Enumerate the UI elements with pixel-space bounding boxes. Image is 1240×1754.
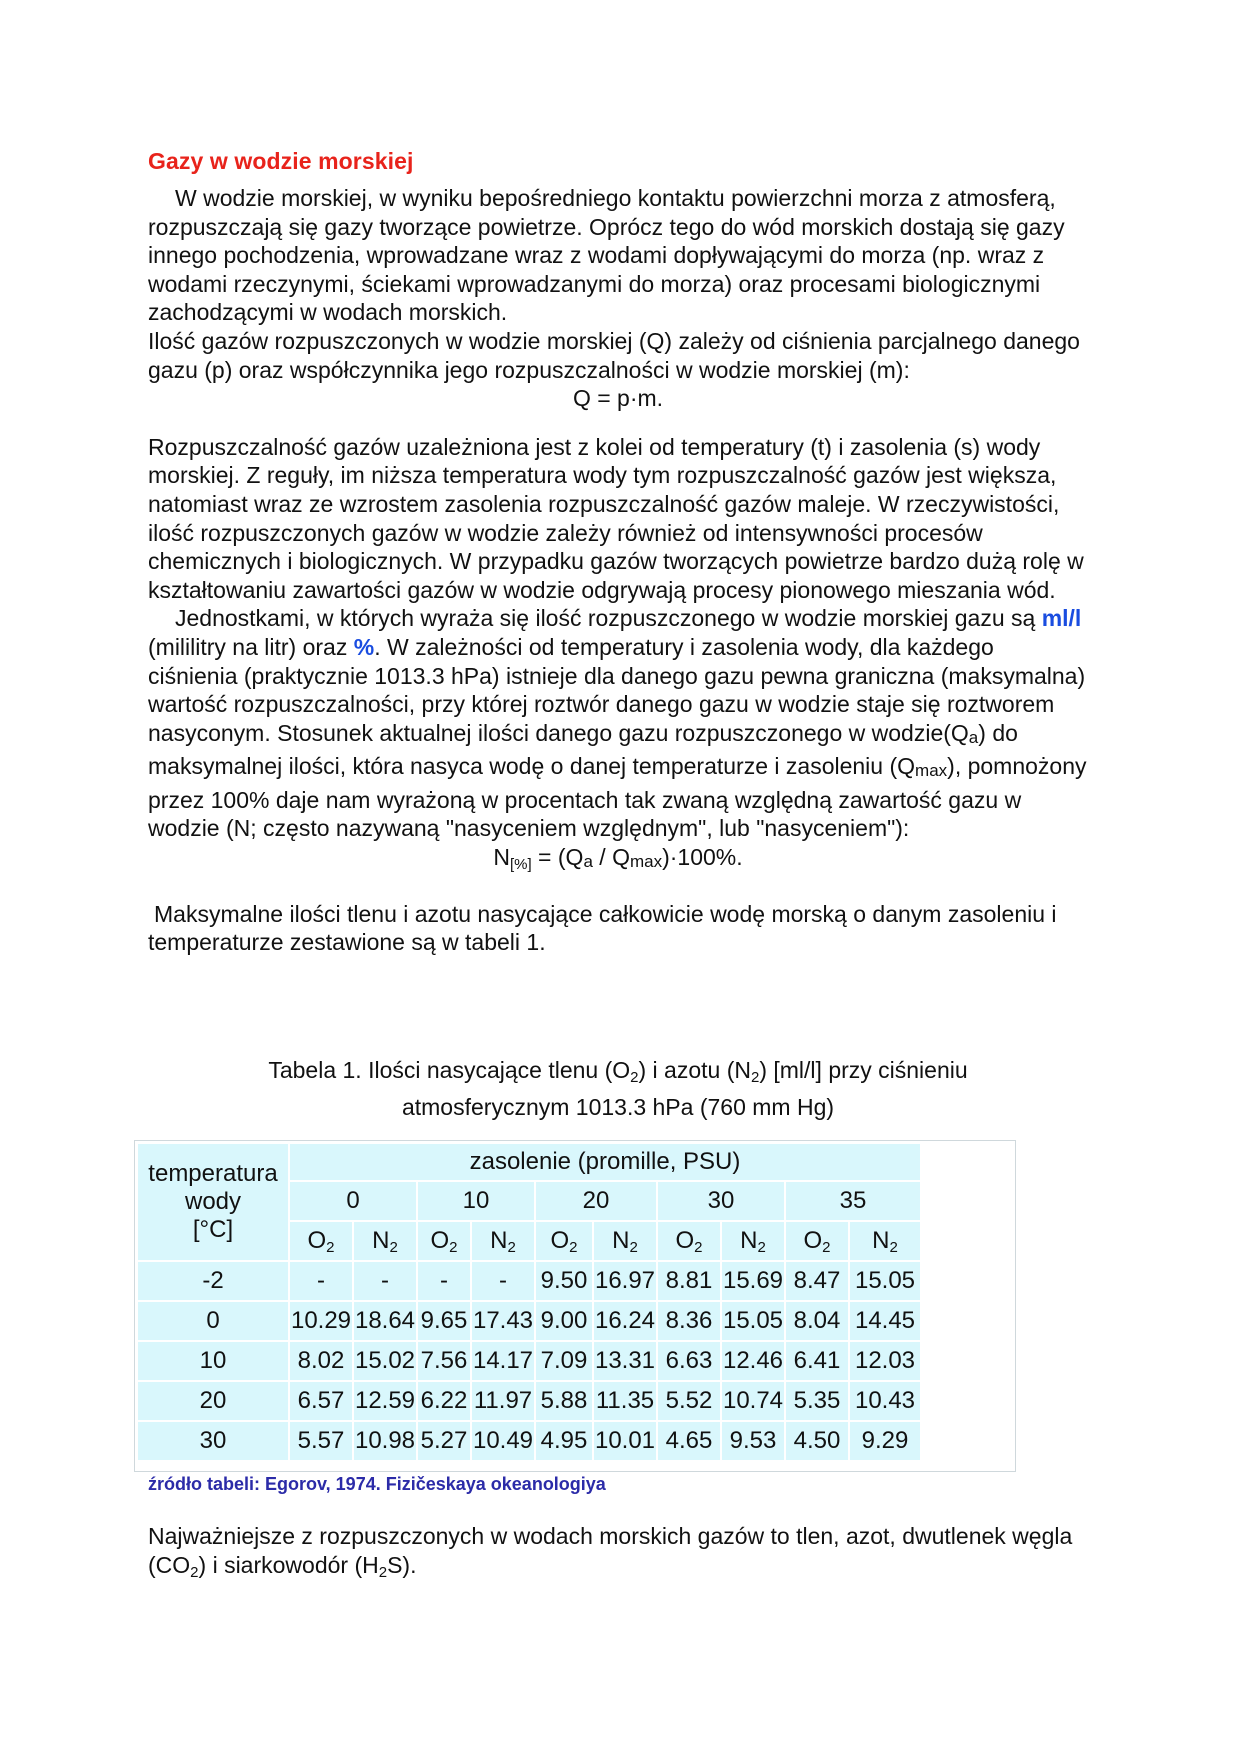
value-cell: 14.17 <box>472 1342 534 1380</box>
value-cell: 12.46 <box>722 1342 784 1380</box>
value-cell: 10.43 <box>850 1382 920 1420</box>
temperature-cell: 20 <box>138 1382 288 1420</box>
value-cell: 11.35 <box>594 1382 656 1420</box>
salinity-4: 35 <box>786 1182 920 1220</box>
value-cell: 15.05 <box>850 1262 920 1300</box>
value-cell: 13.31 <box>594 1342 656 1380</box>
paragraph-units: Jednostkami, w których wyraża się ilość rozpuszczonego w wodzie morskiej gazu są ml/l (mililitry na litr) oraz %. W zależności od temperatury i zasolenia wody, dla każdego ciśnienia (praktycznie 1013.3 hPa) istnieje dla danego gazu pewna graniczna (maksymalna) wartość rozpuszczalności, przy której roztwór danego gazu w wodzie staje się roztworem nasyconym. Stosunek aktualnej ilości danego gazu rozpuszczonego w wodzie(Qa) do maksymalnej ilości, która nasyca wodę o danej temperaturze i zasoleniu (Qmax), pomnożony przez 100% daje nam wyrażoną w procentach tak zwaną względną zawartość gazu w wodzie (N; często nazywaną "nasyceniem względnym", lub "nasyceniem"): <box>148 605 1087 842</box>
value-cell: 10.74 <box>722 1382 784 1420</box>
value-cell: 6.57 <box>290 1382 352 1420</box>
page-title: Gazy w wodzie morskiej <box>148 148 414 174</box>
saturation-table <box>136 1142 922 1462</box>
value-cell: 9.00 <box>536 1302 592 1340</box>
value-cell: 7.09 <box>536 1342 592 1380</box>
value-cell: 10.01 <box>594 1422 656 1460</box>
gas-n2-header: $N_2$ <box>472 1222 534 1260</box>
value-cell: 15.05 <box>722 1302 784 1340</box>
value-cell: 12.03 <box>850 1342 920 1380</box>
value-cell: 10.49 <box>472 1422 534 1460</box>
table-row <box>138 1342 920 1380</box>
gas-o2-header: $O_2$ <box>658 1222 720 1260</box>
table-row <box>138 1422 920 1460</box>
value-cell: 4.95 <box>536 1422 592 1460</box>
salinity-2: 20 <box>536 1182 656 1220</box>
paragraph-solubility: Rozpuszczalność gazów uzależniona jest z kolei od temperatury (t) i zasolenia (s) wody morskiej. Z reguły, im niższa temperatura wody tym rozpuszczalność gazów jest większa, natomiast wraz ze wzrostem zasolenia rozpuszczalność gazów maleje. W rzeczywistości, ilość rozpuszczonych gazów w wodzie zależy również od intensywności procesów chemicznych i biologicznych. W przypadku gazów tworzących powietrze bardzo dużą rolę w kształtowaniu zawartości gazów w wodzie odgrywają procesy pionowego mieszania wód. <box>148 433 1084 603</box>
value-cell: 17.43 <box>472 1302 534 1340</box>
paragraph-quantity: Ilość gazów rozpuszczonych w wodzie morskiej (Q) zależy od ciśnienia parcjalnego danego gazu (p) oraz współczynnika jego rozpuszczalności w wodzie morskiej (m): <box>148 327 1080 383</box>
value-cell: 15.02 <box>354 1342 416 1380</box>
value-cell: 4.50 <box>786 1422 848 1460</box>
table-row <box>138 1262 920 1300</box>
gas-o2-header: $O_2$ <box>290 1222 352 1260</box>
gas-o2-header: $O_2$ <box>536 1222 592 1260</box>
saturation-table-frame <box>134 1140 1016 1472</box>
value-cell: 8.81 <box>658 1262 720 1300</box>
value-cell: 6.41 <box>786 1342 848 1380</box>
temperature-cell: -2 <box>138 1262 288 1300</box>
salinity-0: 0 <box>290 1182 416 1220</box>
temperature-cell: 0 <box>138 1302 288 1340</box>
gas-n2-header: $N_2$ <box>594 1222 656 1260</box>
gas-n2-header: $N_2$ <box>354 1222 416 1260</box>
value-cell: 15.69 <box>722 1262 784 1300</box>
value-cell: 5.52 <box>658 1382 720 1420</box>
temperature-cell: 10 <box>138 1342 288 1380</box>
salinity-1: 10 <box>418 1182 534 1220</box>
paragraph-table-intro: Maksymalne ilości tlenu i azotu nasycające całkowicie wodę morską o danym zasoleniu i temperaturze zestawione są w tabeli 1. <box>148 900 1057 956</box>
value-cell: - <box>290 1262 352 1300</box>
value-cell: 16.97 <box>594 1262 656 1300</box>
unit-mll: ml/l <box>1041 605 1082 632</box>
formula-q: Q = p·m. <box>572 385 664 412</box>
value-cell: 6.63 <box>658 1342 720 1380</box>
value-cell: 8.02 <box>290 1342 352 1380</box>
value-cell: - <box>472 1262 534 1300</box>
gas-n2-header: $N_2$ <box>722 1222 784 1260</box>
value-cell: 8.04 <box>786 1302 848 1340</box>
value-cell: 4.65 <box>658 1422 720 1460</box>
temperature-cell: 30 <box>138 1422 288 1460</box>
table-row <box>138 1382 920 1420</box>
value-cell: 18.64 <box>354 1302 416 1340</box>
value-cell: 10.29 <box>290 1302 352 1340</box>
gas-o2-header: $O_2$ <box>418 1222 470 1260</box>
value-cell: 9.50 <box>536 1262 592 1300</box>
value-cell: 8.47 <box>786 1262 848 1300</box>
value-cell: 14.45 <box>850 1302 920 1340</box>
gas-n2-header: $N_2$ <box>850 1222 920 1260</box>
value-cell: 7.56 <box>418 1342 470 1380</box>
temperature-header: temperatura wody [°C] <box>138 1144 288 1260</box>
value-cell: 6.22 <box>418 1382 470 1420</box>
gas-o2-header: $O_2$ <box>786 1222 848 1260</box>
value-cell: 5.27 <box>418 1422 470 1460</box>
value-cell: 12.59 <box>354 1382 416 1420</box>
unit-percent: % <box>353 633 375 660</box>
value-cell: - <box>354 1262 416 1300</box>
value-cell: 11.97 <box>472 1382 534 1420</box>
salinity-3: 30 <box>658 1182 784 1220</box>
value-cell: - <box>418 1262 470 1300</box>
table-source: źródło tabeli: Egorov, 1974. Fizičeskaya okeanologiya <box>148 1474 606 1494</box>
table-row <box>138 1302 920 1340</box>
paragraph-intro: W wodzie morskiej, w wyniku bepośredniego kontaktu powierzchni morza z atmosferą, rozpuszczają się gazy tworzące powietrze. Oprócz tego do wód morskich dostają się gazy innego pochodzenia, wprowadzane wraz z wodami dopływającymi do morza (np. wraz z wodami rzeczynymi, ściekami wprowadzanymi do morza) oraz procesami biologicznymi zachodzącymi w wodach morskich. <box>148 185 1065 326</box>
formula-n: $N_{[\%]} = (Qa / Qmax)\cdot 100\%$. <box>493 844 743 874</box>
value-cell: 5.88 <box>536 1382 592 1420</box>
value-cell: 10.98 <box>354 1422 416 1460</box>
table-caption: Tabela 1. Ilości nasycające tlenu $(O_2)$ i azotu $(N_2)$ [ml/l] przy ciśnieniu atmosferycznym 1013.3 hPa (760 mm Hg) <box>268 1057 968 1120</box>
text-block <box>148 184 1088 957</box>
value-cell: 5.57 <box>290 1422 352 1460</box>
value-cell: 9.53 <box>722 1422 784 1460</box>
value-cell: 9.65 <box>418 1302 470 1340</box>
salinity-header: zasolenie (promille, PSU) <box>290 1144 920 1180</box>
value-cell: 5.35 <box>786 1382 848 1420</box>
value-cell: 16.24 <box>594 1302 656 1340</box>
value-cell: 8.36 <box>658 1302 720 1340</box>
value-cell: 9.29 <box>850 1422 920 1460</box>
paragraph-main-gases: Najważniejsze z rozpuszczonych w wodach morskich gazów to tlen, azot, dwutlenek węgla $(CO_2)$ i siarkowodór $(H_2S)$. <box>148 1523 1073 1581</box>
